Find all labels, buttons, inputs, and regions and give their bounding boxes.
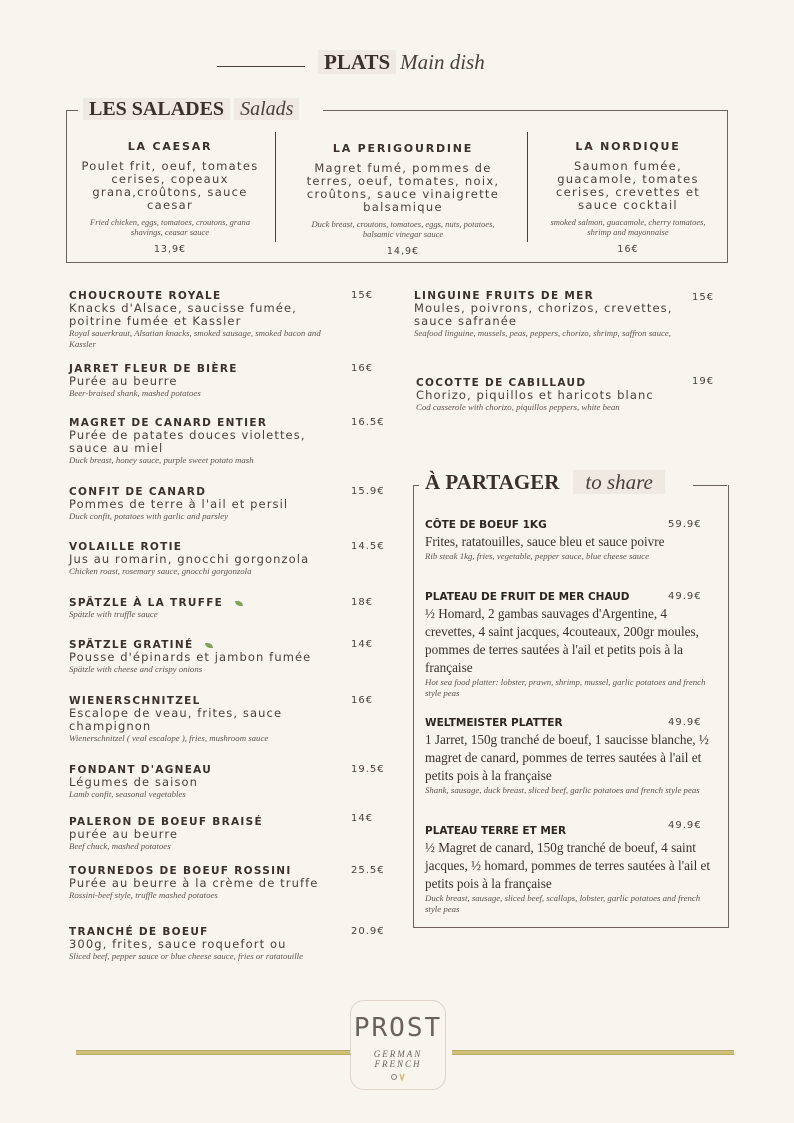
item-desc-en: Sliced beef, pepper sauce or blue cheese sauce, fries or ratatouille <box>69 951 304 961</box>
menu-item <box>69 486 339 522</box>
menu-item <box>69 541 344 577</box>
item-name: VOLAILLE ROTIE <box>69 541 183 553</box>
item-price: 15€ <box>692 292 715 303</box>
page-header <box>318 50 485 75</box>
salad-desc: Saumon fumée, guacamole, tomates cerises, crevettes et sauce cocktail <box>555 159 701 212</box>
item-price: 14€ <box>351 813 374 824</box>
menu-item <box>69 290 339 349</box>
salad-price: 16€ <box>617 244 639 255</box>
salad-desc-en: smoked salmon, guacamole, cherry tomatoes, shrimp and mayonnaise <box>550 217 706 237</box>
item-desc: Frites, ratatouilles, sauce bleu et sauce poivre <box>425 534 665 549</box>
logo-subtext: GERMAN FRENCH <box>373 1049 423 1069</box>
salads-subtitle: Salads <box>234 98 299 120</box>
item-price: 15€ <box>351 290 374 301</box>
item-name <box>69 597 339 609</box>
item-desc-en: Beef chuck, mashed potatoes <box>69 841 171 851</box>
menu-item <box>69 865 339 901</box>
item-price: 14.5€ <box>351 541 385 552</box>
logo-badge <box>350 1000 446 1090</box>
item-desc-en: Duck confit, potatoes with garlic and parsley <box>69 511 229 521</box>
item-desc-en: Seafood linguine, mussels, peas, peppers, chorizo, shrimp, saffron sauce, <box>414 328 671 338</box>
item-desc-en: Chicken roast, rosemary sauce, gnocchi gorgonzola <box>69 566 252 576</box>
item-desc-en: Hot sea food platter: lobster, prawn, shrimp, mussel, garlic potatoes and french style peas <box>425 677 706 698</box>
item-price: 49.9€ <box>668 717 702 728</box>
item-name-text: SPÄTZLE À LA TRUFFE <box>69 597 224 609</box>
item-name: LINGUINE FRUITS DE MER <box>414 290 594 302</box>
menu-item <box>69 597 339 620</box>
salad-desc-en: Duck breast, croutons, tomatoes, eggs, nuts, potatoes, balsamic vinegar sauce <box>311 219 495 239</box>
vegetarian-leaf-icon <box>205 643 213 648</box>
item-name: COCOTTE DE CABILLAUD <box>416 377 587 389</box>
item-desc-en: Rib steak 1kg, fries, vegetable, pepper sauce, blue cheese sauce <box>425 551 649 561</box>
item-name: WELTMEISTER PLATTER <box>425 717 563 729</box>
share-subtitle: to share <box>573 470 664 494</box>
item-price: 59.9€ <box>668 519 702 530</box>
item-desc: Purée de patates douces violettes, sauce au miel <box>69 428 306 455</box>
item-name: MAGRET DE CANARD ENTIER <box>69 417 268 429</box>
footer-gold-rule-right <box>452 1050 734 1055</box>
logo-ornament-icon <box>386 1072 410 1082</box>
menu-item <box>69 639 344 675</box>
item-desc-en: Spätzle with cheese and crispy onions <box>69 664 203 674</box>
item-desc-en: Beer-braised shank, mashed potatoes <box>69 388 201 398</box>
item-desc: ½ Magret de canard, 150g tranché de boeuf, 4 saint jacques, ½ homard, pommes de terres sautées à l'ail et petits pois à la française <box>425 840 711 891</box>
salad-desc: Poulet frit, oeuf, tomates cerises, copeaux grana,croûtons, sauce caesar <box>81 159 259 212</box>
item-desc-en: Lamb confit, seasonal vegetables <box>69 789 186 799</box>
menu-item <box>69 417 339 466</box>
item-desc: purée au beurre <box>69 827 179 841</box>
salads-title: LES SALADES <box>83 98 230 120</box>
salad-name: LA PERIGOURDINE <box>332 142 474 155</box>
item-desc: Purée au beurre <box>69 374 178 388</box>
share-item <box>425 717 717 796</box>
item-desc-en: Wienerschnitzel ( veal escalope ), fries, mushroom sauce <box>69 733 269 743</box>
item-price: 16.5€ <box>351 417 385 428</box>
salad-name: LA CAESAR <box>127 140 213 153</box>
header-subtitle: Main dish <box>400 50 485 74</box>
salad-price: 13,9€ <box>153 244 187 255</box>
item-desc: Knacks d'Alsace, saucisse fumée, poitrine fumée et Kassler <box>69 301 297 328</box>
menu-item <box>414 290 684 339</box>
item-desc: Légumes de saison <box>69 775 199 789</box>
salads-divider <box>527 132 528 242</box>
item-desc-en: Duck breast, honey sauce, purple sweet potato mash <box>69 455 254 465</box>
item-name: PLATEAU DE FRUIT DE MER CHAUD <box>425 591 630 603</box>
share-item <box>425 825 717 914</box>
item-desc: Escalope de veau, frites, sauce champignon <box>69 706 283 733</box>
item-desc: Jus au romarin, gnocchi gorgonzola <box>69 552 310 566</box>
item-name: FONDANT D'AGNEAU <box>69 764 213 776</box>
menu-item <box>69 816 339 852</box>
item-price: 16€ <box>351 363 374 374</box>
item-price: 14€ <box>351 639 374 650</box>
header-rule-left <box>217 66 305 67</box>
item-price: 18€ <box>351 597 374 608</box>
item-name: CONFIT DE CANARD <box>69 486 207 498</box>
item-price: 49.9€ <box>668 591 702 602</box>
vegetarian-leaf-icon <box>235 601 243 606</box>
share-heading <box>419 470 665 495</box>
item-desc-en: Spätzle with truffle sauce <box>69 609 158 619</box>
share-title: À PARTAGER <box>425 470 560 494</box>
item-name: TOURNEDOS DE BOEUF ROSSINI <box>69 865 292 877</box>
item-price: 16€ <box>351 695 374 706</box>
item-desc: 300g, frites, sauce roquefort ou <box>69 937 287 951</box>
salad-name: LA NORDIQUE <box>575 140 681 153</box>
item-price: 19.5€ <box>351 764 385 775</box>
item-desc: Chorizo, piquillos et haricots blanc <box>416 388 654 402</box>
salads-heading <box>83 98 299 121</box>
menu-item <box>69 695 339 744</box>
item-price: 19€ <box>692 376 715 387</box>
item-desc: Purée au beurre à la crème de truffe <box>69 876 319 890</box>
share-item <box>425 591 717 698</box>
salad-nordique <box>542 140 714 255</box>
menu-item <box>416 377 692 413</box>
item-desc-en: Royal sauerkraut, Alsatian knacks, smoked sausage, smoked bacon and Kassler <box>69 328 321 349</box>
salad-price: 14,9€ <box>386 246 420 257</box>
item-name: TRANCHÉ DE BOEUF <box>69 926 209 938</box>
item-name: PALERON DE BOEUF BRAISÉ <box>69 816 263 828</box>
menu-item <box>69 764 339 800</box>
salad-desc: Magret fumé, pommes de terres, oeuf, tomates, noix, croûtons, sauce vinaigrette balsamique <box>306 161 500 214</box>
header-title: PLATS <box>318 50 396 74</box>
salad-desc-en: Fried chicken, eggs, tomatoes, croutons, grana shavings, ceasar sauce <box>90 217 250 237</box>
item-name: CHOUCROUTE ROYALE <box>69 290 222 302</box>
item-price: 25.5€ <box>351 865 385 876</box>
item-desc-en: Duck breast, sausage, sliced beef, scallops, lobster, garlic potatoes and french style peas <box>425 893 701 914</box>
menu-item <box>69 926 339 962</box>
logo-text: PROST <box>353 1013 443 1043</box>
item-desc-en: Rossini-beef style, truffle mashed potatoes <box>69 890 218 900</box>
item-desc: Moules, poivrons, chorizos, crevettes, sauce safranée <box>414 301 673 328</box>
item-price: 20.9€ <box>351 926 385 937</box>
item-desc: Pousse d'épinards et jambon fumée <box>69 650 312 664</box>
item-name-text: SPÄTZLE GRATINÉ <box>69 639 194 651</box>
item-name: CÔTE DE BOEUF 1KG <box>425 519 547 531</box>
salads-divider <box>275 132 276 242</box>
item-desc: Pommes de terre à l'ail et persil <box>69 497 289 511</box>
menu-item <box>69 363 339 399</box>
item-desc: 1 Jarret, 150g tranché de boeuf, 1 saucisse blanche, ½ magret de canard, pommes de terres sautées à l'ail et petits pois à la française <box>425 732 709 783</box>
item-desc: ½ Homard, 2 gambas sauvages d'Argentine, 4 crevettes, 4 saint jacques, 4couteaux, 200gr moules, pommes de terres sautées à l'ail et petits pois à la française <box>425 606 699 675</box>
item-desc-en: Cod casserole with chorizo, piquillos peppers, white bean <box>416 402 620 412</box>
footer-gold-rule-left <box>76 1050 350 1055</box>
item-price: 15.9€ <box>351 486 385 497</box>
item-name: PLATEAU TERRE ET MER <box>425 825 567 837</box>
item-name: JARRET FLEUR DE BIÈRE <box>69 363 238 375</box>
salad-perigourdine <box>296 142 510 257</box>
salad-caesar <box>70 140 270 255</box>
item-name: WIENERSCHNITZEL <box>69 695 201 707</box>
item-desc-en: Shank, sausage, duck breast, sliced beef, garlic potatoes and french style peas <box>425 785 700 795</box>
item-price: 49.9€ <box>668 820 702 831</box>
